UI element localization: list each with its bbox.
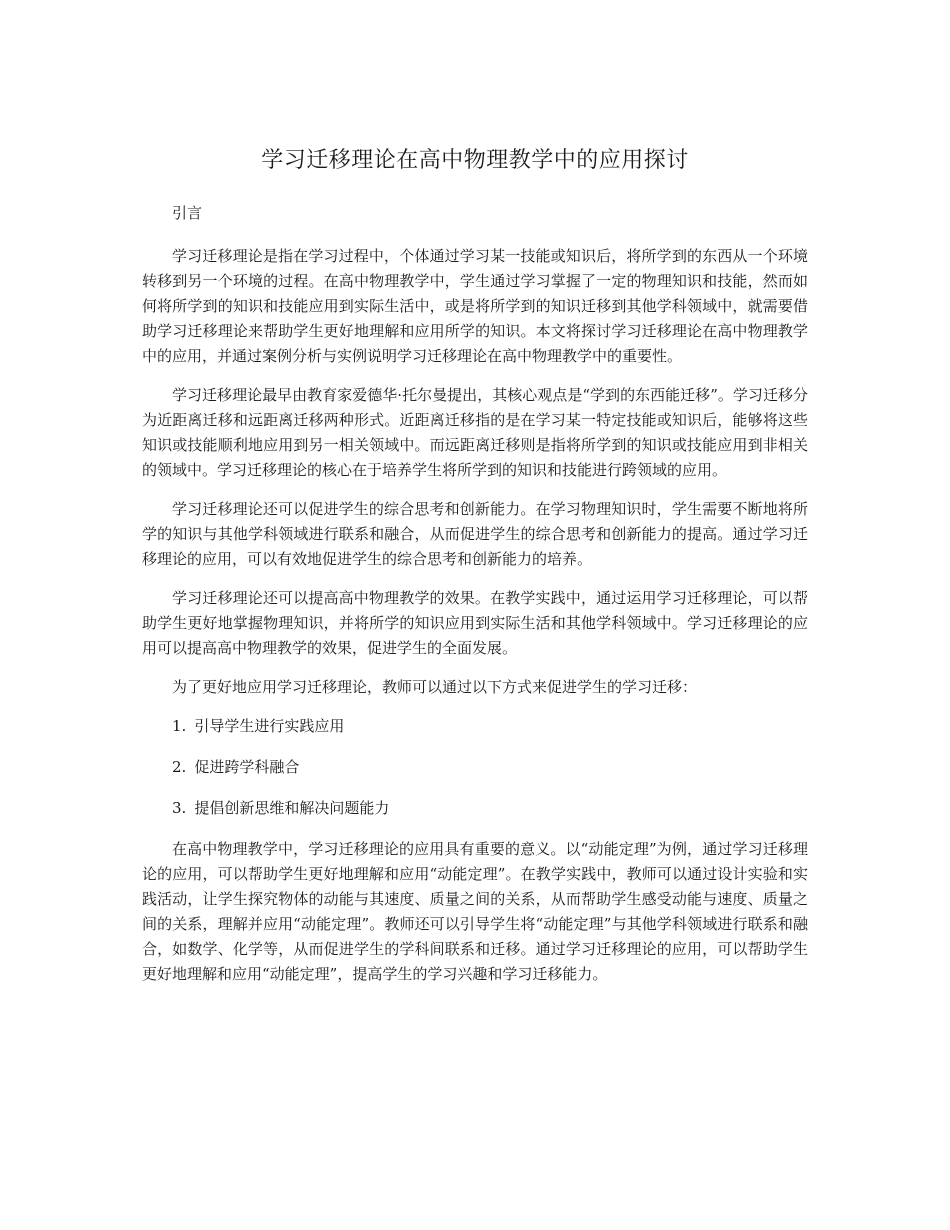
- paragraph: 在高中物理教学中，学习迁移理论的应用具有重要的意义。以“动能定理”为例，通过学习迁移理论的应用，可以帮助学生更好地理解和应用“动能定理”。在教学实践中，教师可以通过设计实验和实践活动，让学生探究物体的动能与其速度、质量之间的关系，从而帮助学生感受动能与速度、质量之间的关系，理解并应用“动能定理”。教师还可以引导学生将“动能定理”与其他学科领域进行联系和融合，如数学、化学等，从而促进学生的学科间联系和迁移。通过学习迁移理论的应用，可以帮助学生更好地理解和应用“动能定理”，提高学生的学习兴趣和学习迁移能力。: [142, 840, 808, 983]
- paragraph: 学习迁移理论还可以促进学生的综合思考和创新能力。在学习物理知识时，学生需要不断地将所学的知识与其他学科领域进行联系和融合，从而促进学生的综合思考和创新能力的提高。通过学习迁移理论的应用，可以有效地促进学生的综合思考和创新能力的培养。: [142, 500, 808, 568]
- list-item: [142, 755, 808, 780]
- list-text: 引导学生进行实践应用: [194, 717, 345, 735]
- list-number: 1.: [172, 717, 187, 735]
- paragraph: 学习迁移理论最早由教育家爱德华·托尔曼提出，其核心观点是“学到的东西能迁移”。学习迁移分为近距离迁移和远距离迁移两种形式。近距离迁移指的是在学习某一特定技能或知识后，能够将这些知识或技能顺利地应用到另一相关领域中。而远距离迁移则是指将所学到的知识或技能应用到非相关的领域中。学习迁移理论的核心在于培养学生将所学到的知识和技能进行跨领域的应用。: [142, 386, 808, 479]
- paragraph: 学习迁移理论是指在学习过程中，个体通过学习某一技能或知识后，将所学到的东西从一个环境转移到另一个环境的过程。在高中物理教学中，学生通过学习掌握了一定的物理知识和技能，然而如何将所学到的知识和技能应用到实际生活中，或是将所学到的知识迁移到其他学科领域中，就需要借助学习迁移理论来帮助学生更好地理解和应用所学的知识。本文将探讨学习迁移理论在高中物理教学中的应用，并通过案例分析与实例说明学习迁移理论在高中物理教学中的重要性。: [142, 247, 808, 365]
- list-text: 促进跨学科融合: [194, 758, 300, 776]
- document-title: 学习迁移理论在高中物理教学中的应用探讨: [261, 148, 689, 173]
- list-number: 3.: [172, 799, 187, 817]
- list-text: 提倡创新思维和解决问题能力: [194, 799, 390, 817]
- paragraph: 为了更好地应用学习迁移理论，教师可以通过以下方式来促进学生的学习迁移：: [172, 678, 698, 696]
- list-item: [142, 796, 808, 821]
- intro-heading: 引言: [172, 204, 203, 222]
- document-body: [142, 201, 808, 1001]
- list-number: 2.: [172, 758, 187, 776]
- paragraph: 学习迁移理论还可以提高高中物理教学的效果。在教学实践中，通过运用学习迁移理论，可以帮助学生更好地掌握物理知识，并将所学的知识应用到实际生活和其他学科领域中。学习迁移理论的应用可以提高高中物理教学的效果，促进学生的全面发展。: [142, 589, 808, 657]
- list-item: [142, 714, 808, 739]
